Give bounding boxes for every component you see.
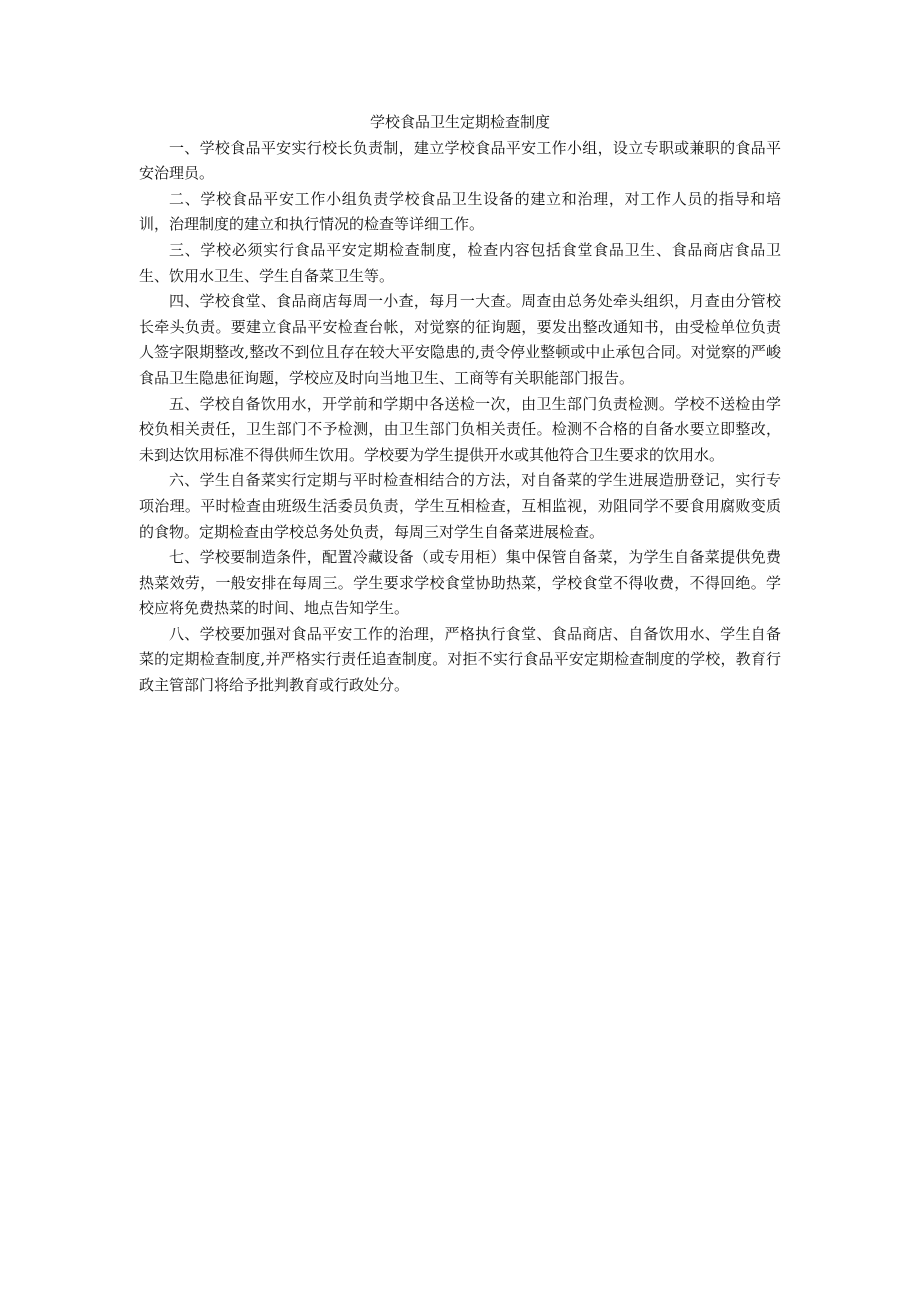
paragraph-2: 二、学校食品平安工作小组负责学校食品卫生设备的建立和治理，对工作人员的指导和培训，治理制度的建立和执行情况的检查等详细工作。 [139,189,781,234]
paragraph-5: 五、学校自备饮用水，开学前和学期中各送检一次，由卫生部门负责检测。学校不送检由学校负相关责任，卫生部门不予检测，由卫生部门负相关责任。检测不合格的自备水要立即整改，未到达饮用标准不得供师生饮用。学校要为学生提供开水或其他符合卫生要求的饮用水。 [139,394,781,464]
document-title: 学校食品卫生定期检查制度 [369,113,550,131]
paragraph-1: 一、学校食品平安实行校长负责制，建立学校食品平安工作小组，设立专职或兼职的食品平安治理员。 [139,138,781,183]
paragraph-4: 四、学校食堂、食品商店每周一小查，每月一大查。周查由总务处牵头组织，月查由分管校长牵头负责。要建立食品平安检查台帐，对觉察的征询题，要发出整改通知书，由受检单位负责人签字限期整改,整改不到位且存在较大平安隐患的,责令停业整顿或中止承包合同。对觉察的严峻食品卫生隐患征询题，学校应及时向当地卫生、工商等有关职能部门报告。 [139,292,781,387]
document-body [139,110,781,699]
paragraph-3: 三、学校必须实行食品平安定期检查制度，检查内容包括食堂食品卫生、食品商店食品卫生、饮用水卫生、学生自备菜卫生等。 [139,240,781,285]
paragraph-7: 七、学校要制造条件，配置冷藏设备（或专用柜）集中保管自备菜，为学生自备菜提供免费热菜效劳，一般安排在每周三。学生要求学校食堂协助热菜，学校食堂不得收费，不得回绝。学校应将免费热菜的时间、地点告知学生。 [139,548,781,618]
paragraph-6: 六、学生自备菜实行定期与平时检查相结合的方法，对自备菜的学生进展造册登记，实行专项治理。平时检查由班级生活委员负责，学生互相检查，互相监视，劝阻同学不要食用腐败变质的食物。定期检查由学校总务处负责，每周三对学生自备菜进展检查。 [139,471,781,541]
paragraph-8: 八、学校要加强对食品平安工作的治理，严格执行食堂、食品商店、自备饮用水、学生自备菜的定期检查制度,并严格实行责任追查制度。对拒不实行食品平安定期检查制度的学校，教育行政主管部门将给予批判教育或行政处分。 [139,624,781,695]
